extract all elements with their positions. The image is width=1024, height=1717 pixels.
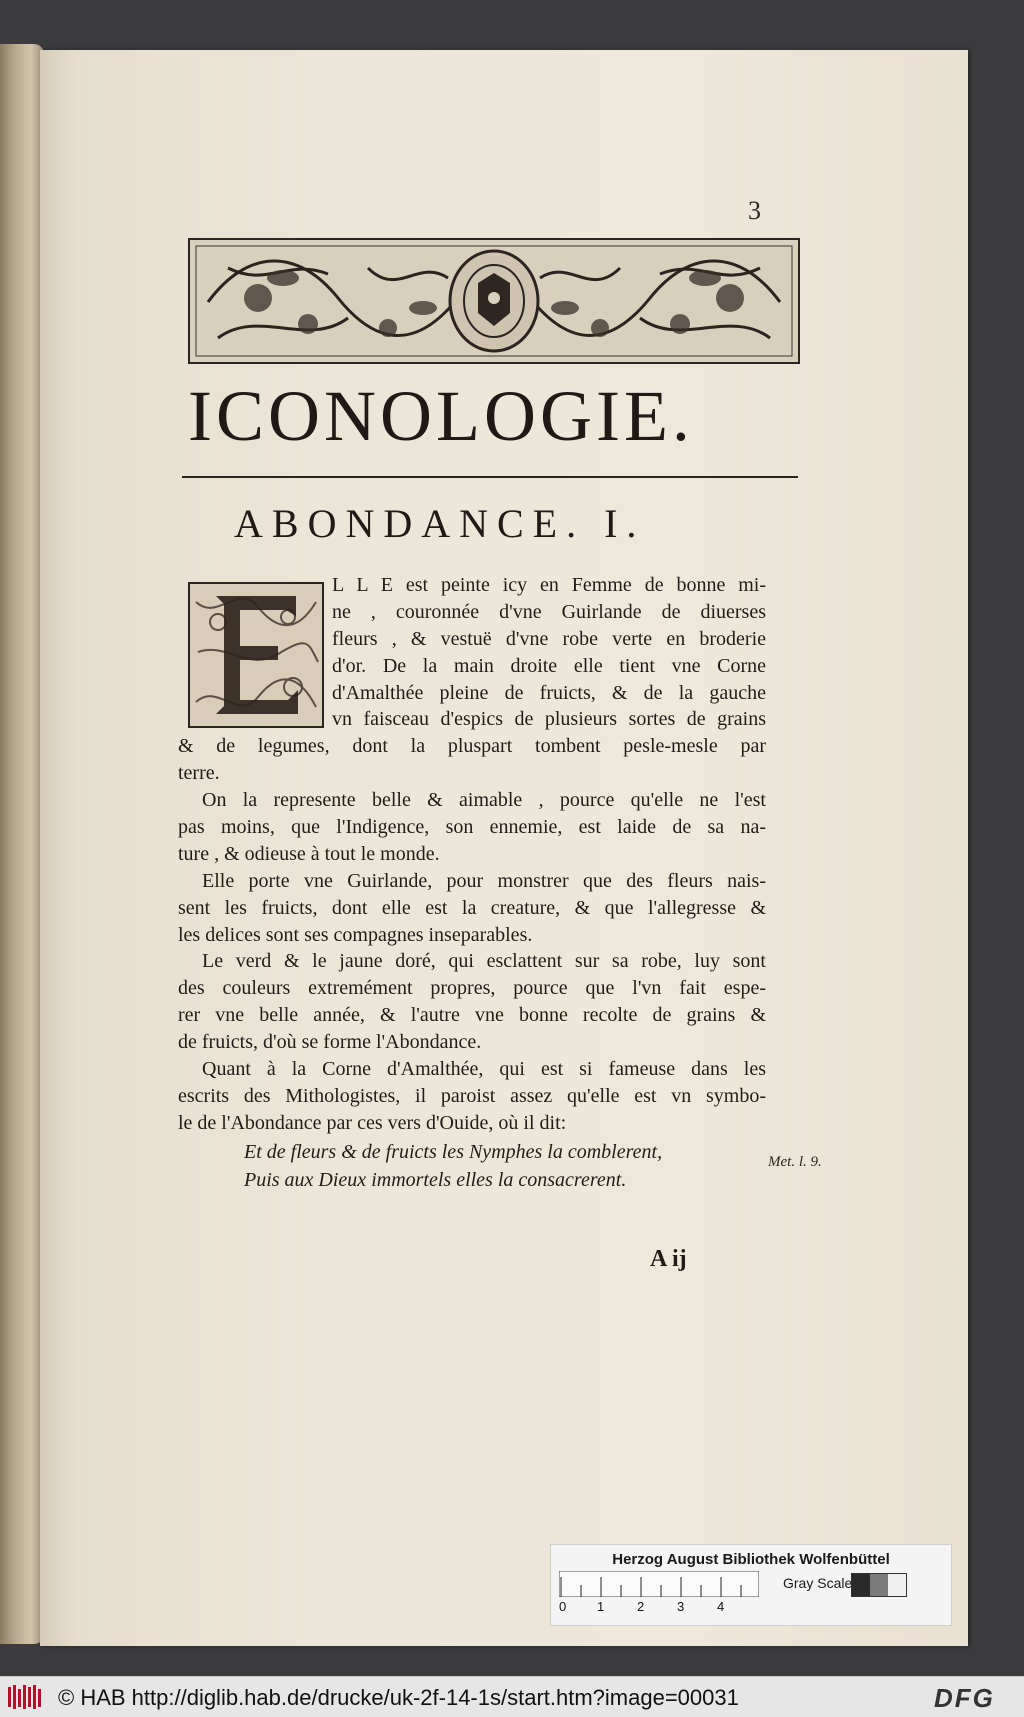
- ruler-scale: [559, 1571, 759, 1597]
- signature-mark: A ij: [650, 1246, 687, 1272]
- ruler-number: 2: [637, 1599, 645, 1614]
- text-line: escrits des Mithologistes, il paroist assez qu'elle est vn symbo-: [178, 1084, 766, 1107]
- dfg-logo: DFG: [934, 1683, 995, 1713]
- text-line: L L E est peinte icy en Femme de bonne mi-: [332, 574, 766, 596]
- text-line: vn faisceau d'espics de plusieurs sortes de grains: [332, 708, 766, 731]
- text-line: d'or. De la main droite elle tient vne Corne: [332, 654, 766, 677]
- gray-swatch: [870, 1574, 888, 1596]
- text-line: terre.: [178, 762, 220, 785]
- text-line: de fruicts, d'où se forme l'Abondance.: [178, 1031, 482, 1054]
- marginal-note: Met. l. 9.: [768, 1154, 822, 1170]
- text-line: ture , & odieuse à tout le monde.: [178, 842, 440, 865]
- footer-bar: [0, 1676, 1024, 1717]
- body-text: [178, 572, 766, 1137]
- ruler-number: 4: [717, 1599, 725, 1614]
- ruler-numbers: [559, 1599, 759, 1617]
- scale-target: [550, 1544, 952, 1626]
- text-line: Le verd & le jaune doré, qui esclattent sur sa robe, luy sont: [202, 950, 766, 973]
- engraved-headpiece-ornament-icon: [188, 238, 800, 364]
- text-line: On la represente belle & aimable , pource qu'elle ne l'est: [202, 789, 766, 812]
- chapter-title: ABONDANCE. I.: [234, 501, 646, 546]
- verse-line: Puis aux Dieux immortels elles la consacrerent.: [244, 1169, 627, 1191]
- verse-quotation: [244, 1138, 764, 1194]
- book-binding-edge: [0, 44, 44, 1644]
- page-number: 3: [748, 196, 761, 225]
- ruler-number: 1: [597, 1599, 605, 1614]
- text-line: rer vne belle année, & l'autre vne bonne recolte de grains &: [178, 1004, 766, 1027]
- text-line: fleurs , & vestuë d'vne robe verte en broderie: [332, 627, 766, 650]
- text-line: d'Amalthée pleine de fruicts, & de la gauche: [332, 681, 766, 704]
- text-line: Elle porte vne Guirlande, pour monstrer que des fleurs nais-: [202, 869, 766, 892]
- gray-scale-label: Gray Scale: [783, 1575, 853, 1591]
- text-line: des couleurs extremément propres, pource que l'vn fait espe-: [178, 977, 766, 1000]
- text-line: le de l'Abondance par ces vers d'Ouide, où il dit:: [178, 1111, 567, 1134]
- book-title: ICONOLOGIE.: [188, 376, 694, 456]
- text-line: pas moins, que l'Indigence, son ennemie, est laide de sa na-: [178, 816, 766, 839]
- text-line: & de legumes, dont la pluspart tombent pesle-mesle par: [178, 735, 766, 758]
- ruler-number: 0: [559, 1599, 567, 1614]
- gray-swatch: [888, 1574, 906, 1596]
- ruler-number: 3: [677, 1599, 685, 1614]
- hab-logo-icon: [6, 1683, 46, 1711]
- gray-swatch: [852, 1574, 870, 1596]
- text-line: sent les fruicts, dont elle est la creature, & que l'allegresse &: [178, 896, 766, 919]
- verse-line: Et de fleurs & de fruicts les Nymphes la comblerent,: [244, 1141, 663, 1163]
- copyright-url[interactable]: © HAB http://diglib.hab.de/drucke/uk-2f-14-1s/start.htm?image=00031: [58, 1685, 739, 1710]
- title-rule: [182, 476, 798, 478]
- text-line: Quant à la Corne d'Amalthée, qui est si fameuse dans les: [202, 1058, 766, 1081]
- text-line: ne , couronnée d'vne Guirlande de diuerses: [332, 600, 766, 623]
- text-line: les delices sont ses compagnes inseparables.: [178, 923, 533, 946]
- gray-scale-swatches: [851, 1573, 907, 1597]
- institution-name: Herzog August Bibliothek Wolfenbüttel: [612, 1551, 890, 1568]
